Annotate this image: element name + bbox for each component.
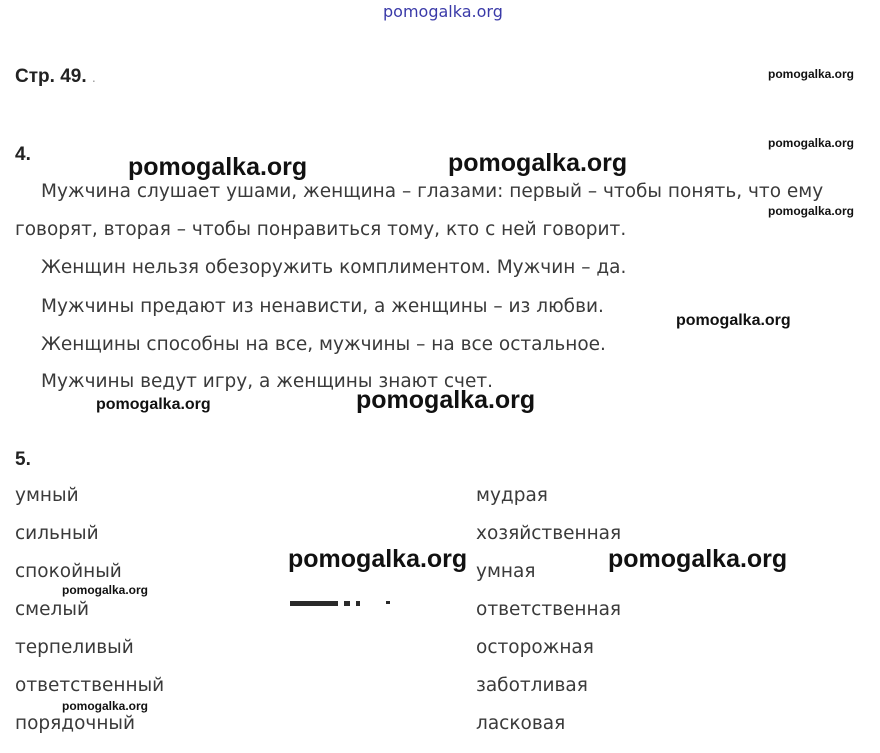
left-word-2: сильный — [15, 523, 99, 544]
section-4-line-3: Женщин нельзя обезоружить комплиментом. Мужчин – да. — [41, 257, 627, 278]
section-4-line-2: говорят, вторая – чтобы понравиться тому, кто с ней говорит. — [15, 219, 627, 240]
section-4-line-6: Мужчины ведут игру, а женщины знают счет. — [41, 371, 494, 392]
watermark-large-4: pomogalka.org — [288, 545, 468, 573]
section-4-line-4: Мужчины предают из ненависти, а женщины – из любви. — [41, 296, 604, 317]
section-4-number: 4. — [15, 144, 31, 165]
section-5-number: 5. — [15, 449, 31, 470]
left-word-5: терпеливый — [15, 637, 134, 658]
watermark-small-4: pomogalka.org — [62, 583, 149, 597]
section-4-line-5: Женщины способны на все, мужчины – на все остальное. — [41, 334, 606, 355]
right-word-1: мудрая — [476, 485, 548, 506]
page-title-stray-dot: . — [91, 69, 96, 85]
watermark-small-1: pomogalka.org — [768, 67, 855, 81]
left-word-1: умный — [15, 485, 79, 506]
watermark-large-2: pomogalka.org — [448, 149, 628, 177]
watermark-large-5: pomogalka.org — [608, 545, 788, 573]
right-word-2: хозяйственная — [476, 523, 622, 544]
right-word-5: осторожная — [476, 637, 594, 658]
watermark-small-5: pomogalka.org — [62, 699, 149, 713]
right-word-3: умная — [476, 561, 536, 582]
section-4-line-1: Мужчина слушает ушами, женщина – глазами: первый – чтобы понять, что ему — [41, 181, 824, 202]
right-word-6: заботливая — [476, 675, 588, 696]
right-word-4: ответственная — [476, 599, 622, 620]
watermark-small-2: pomogalka.org — [768, 136, 855, 150]
watermark-medium-2: pomogalka.org — [96, 396, 211, 413]
ink-smudge — [290, 601, 392, 607]
watermark-small-3: pomogalka.org — [768, 204, 855, 218]
watermark-medium-1: pomogalka.org — [676, 312, 791, 329]
left-word-3: спокойный — [15, 561, 122, 582]
left-word-7: порядочный — [15, 713, 136, 734]
page-title — [15, 66, 96, 88]
left-word-4: смелый — [15, 599, 89, 620]
left-word-6: ответственный — [15, 675, 165, 696]
watermark-large-1: pomogalka.org — [128, 153, 308, 181]
watermark-large-3: pomogalka.org — [356, 386, 536, 414]
right-word-7: ласковая — [476, 713, 566, 734]
header-watermark: pomogalka.org — [383, 2, 503, 21]
page-title-text: Стр. 49. — [15, 66, 87, 87]
